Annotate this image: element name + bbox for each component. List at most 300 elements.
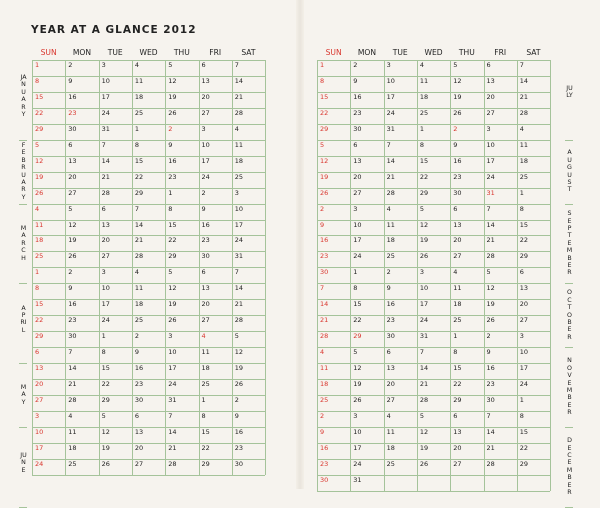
day-cell[interactable]: 25 <box>450 316 483 332</box>
day-cell[interactable]: 17 <box>165 364 198 380</box>
day-cell[interactable]: 19 <box>484 300 517 316</box>
day-cell[interactable]: 23 <box>484 380 517 396</box>
day-cell[interactable]: 24 <box>517 380 550 396</box>
day-cell[interactable]: 30 <box>317 476 350 492</box>
day-cell[interactable]: 27 <box>384 396 417 412</box>
day-cell[interactable]: 28 <box>165 460 198 476</box>
day-cell[interactable] <box>450 476 483 492</box>
day-cell[interactable]: 31 <box>417 332 450 348</box>
day-cell[interactable]: 10 <box>384 77 417 93</box>
day-cell[interactable]: 6 <box>99 205 132 221</box>
day-cell[interactable]: 31 <box>232 252 265 268</box>
day-cell[interactable]: 29 <box>32 125 65 141</box>
day-cell[interactable]: 30 <box>232 460 265 476</box>
day-cell[interactable]: 10 <box>350 428 383 444</box>
day-cell[interactable]: 26 <box>417 252 450 268</box>
day-cell[interactable]: 8 <box>132 141 165 157</box>
day-cell[interactable]: 7 <box>317 284 350 300</box>
day-cell[interactable]: 17 <box>32 444 65 460</box>
day-cell[interactable]: 23 <box>317 252 350 268</box>
day-cell[interactable]: 29 <box>417 189 450 205</box>
day-cell[interactable]: 17 <box>232 221 265 237</box>
day-cell[interactable]: 5 <box>165 268 198 284</box>
day-cell[interactable]: 26 <box>32 189 65 205</box>
day-cell[interactable]: 7 <box>484 205 517 221</box>
day-cell[interactable]: 1 <box>199 396 232 412</box>
day-cell[interactable]: 11 <box>32 221 65 237</box>
day-cell[interactable]: 17 <box>517 364 550 380</box>
day-cell[interactable]: 21 <box>232 300 265 316</box>
day-cell[interactable]: 28 <box>232 316 265 332</box>
day-cell[interactable]: 16 <box>165 157 198 173</box>
day-cell[interactable]: 6 <box>450 205 483 221</box>
day-cell[interactable]: 3 <box>350 412 383 428</box>
day-cell[interactable]: 10 <box>32 428 65 444</box>
day-cell[interactable]: 4 <box>384 205 417 221</box>
day-cell[interactable]: 13 <box>384 364 417 380</box>
day-cell[interactable]: 23 <box>165 173 198 189</box>
day-cell[interactable]: 17 <box>99 300 132 316</box>
day-cell[interactable]: 29 <box>517 460 550 476</box>
day-cell[interactable] <box>484 476 517 492</box>
day-cell[interactable]: 12 <box>450 77 483 93</box>
day-cell[interactable]: 1 <box>32 268 65 284</box>
day-cell[interactable]: 20 <box>32 380 65 396</box>
day-cell[interactable]: 10 <box>517 348 550 364</box>
day-cell[interactable]: 24 <box>384 109 417 125</box>
day-cell[interactable]: 15 <box>350 300 383 316</box>
day-cell[interactable]: 30 <box>132 396 165 412</box>
day-cell[interactable]: 12 <box>165 77 198 93</box>
day-cell[interactable] <box>417 476 450 492</box>
day-cell[interactable]: 27 <box>450 460 483 476</box>
day-cell[interactable]: 14 <box>517 77 550 93</box>
day-cell[interactable]: 28 <box>517 109 550 125</box>
day-cell[interactable]: 18 <box>132 300 165 316</box>
day-cell[interactable]: 23 <box>65 316 98 332</box>
day-cell[interactable]: 19 <box>350 380 383 396</box>
day-cell[interactable]: 31 <box>165 396 198 412</box>
day-cell[interactable]: 14 <box>232 77 265 93</box>
day-cell[interactable]: 7 <box>517 61 550 77</box>
day-cell[interactable]: 19 <box>65 236 98 252</box>
day-cell[interactable]: 15 <box>32 93 65 109</box>
day-cell[interactable]: 6 <box>517 268 550 284</box>
day-cell[interactable]: 25 <box>132 109 165 125</box>
day-cell[interactable]: 18 <box>199 364 232 380</box>
day-cell[interactable]: 29 <box>350 332 383 348</box>
day-cell[interactable]: 22 <box>417 173 450 189</box>
day-cell[interactable]: 12 <box>99 428 132 444</box>
day-cell[interactable]: 4 <box>132 268 165 284</box>
day-cell[interactable]: 28 <box>484 252 517 268</box>
day-cell[interactable]: 29 <box>450 396 483 412</box>
day-cell[interactable]: 21 <box>384 173 417 189</box>
day-cell[interactable]: 15 <box>517 428 550 444</box>
day-cell[interactable]: 20 <box>99 236 132 252</box>
day-cell[interactable]: 9 <box>232 412 265 428</box>
day-cell[interactable]: 14 <box>65 364 98 380</box>
day-cell[interactable]: 22 <box>450 380 483 396</box>
day-cell[interactable]: 3 <box>232 189 265 205</box>
day-cell[interactable]: 27 <box>132 460 165 476</box>
day-cell[interactable]: 19 <box>165 93 198 109</box>
day-cell[interactable]: 15 <box>517 221 550 237</box>
day-cell[interactable]: 10 <box>232 205 265 221</box>
day-cell[interactable]: 12 <box>484 284 517 300</box>
day-cell[interactable]: 5 <box>417 205 450 221</box>
day-cell[interactable]: 12 <box>417 428 450 444</box>
day-cell[interactable]: 2 <box>317 412 350 428</box>
day-cell[interactable]: 25 <box>417 109 450 125</box>
day-cell[interactable]: 27 <box>350 189 383 205</box>
day-cell[interactable]: 27 <box>450 252 483 268</box>
day-cell[interactable]: 26 <box>232 380 265 396</box>
day-cell[interactable]: 16 <box>484 364 517 380</box>
day-cell[interactable]: 25 <box>65 460 98 476</box>
day-cell[interactable]: 18 <box>384 444 417 460</box>
day-cell[interactable]: 30 <box>450 189 483 205</box>
day-cell[interactable]: 23 <box>384 316 417 332</box>
day-cell[interactable]: 1 <box>165 189 198 205</box>
day-cell[interactable]: 13 <box>450 428 483 444</box>
day-cell[interactable]: 6 <box>132 412 165 428</box>
day-cell[interactable]: 23 <box>317 460 350 476</box>
day-cell[interactable]: 8 <box>350 284 383 300</box>
day-cell[interactable]: 11 <box>384 428 417 444</box>
day-cell[interactable]: 2 <box>65 268 98 284</box>
day-cell[interactable]: 30 <box>350 125 383 141</box>
day-cell[interactable]: 22 <box>32 316 65 332</box>
day-cell[interactable]: 12 <box>350 364 383 380</box>
day-cell[interactable]: 12 <box>317 157 350 173</box>
day-cell[interactable]: 29 <box>99 396 132 412</box>
day-cell[interactable]: 1 <box>450 332 483 348</box>
day-cell[interactable]: 4 <box>317 348 350 364</box>
day-cell[interactable]: 1 <box>517 189 550 205</box>
day-cell[interactable]: 14 <box>99 157 132 173</box>
day-cell[interactable]: 16 <box>132 364 165 380</box>
day-cell[interactable]: 26 <box>417 460 450 476</box>
day-cell[interactable]: 4 <box>32 205 65 221</box>
day-cell[interactable]: 31 <box>350 476 383 492</box>
day-cell[interactable]: 18 <box>384 236 417 252</box>
day-cell[interactable]: 29 <box>132 189 165 205</box>
day-cell[interactable]: 8 <box>517 412 550 428</box>
day-cell[interactable]: 3 <box>165 332 198 348</box>
day-cell[interactable]: 24 <box>417 316 450 332</box>
day-cell[interactable]: 16 <box>199 221 232 237</box>
day-cell[interactable]: 25 <box>199 380 232 396</box>
day-cell[interactable]: 11 <box>517 141 550 157</box>
day-cell[interactable]: 9 <box>317 428 350 444</box>
day-cell[interactable]: 2 <box>350 61 383 77</box>
day-cell[interactable]: 22 <box>32 109 65 125</box>
day-cell[interactable]: 8 <box>199 412 232 428</box>
day-cell[interactable]: 15 <box>132 157 165 173</box>
day-cell[interactable]: 11 <box>317 364 350 380</box>
day-cell[interactable]: 20 <box>517 300 550 316</box>
day-cell[interactable]: 7 <box>417 348 450 364</box>
day-cell[interactable]: 25 <box>517 173 550 189</box>
day-cell[interactable]: 22 <box>317 109 350 125</box>
day-cell[interactable]: 19 <box>417 444 450 460</box>
day-cell[interactable]: 23 <box>199 236 232 252</box>
day-cell[interactable]: 12 <box>417 221 450 237</box>
day-cell[interactable]: 6 <box>484 61 517 77</box>
day-cell[interactable]: 28 <box>99 189 132 205</box>
day-cell[interactable]: 12 <box>232 348 265 364</box>
day-cell[interactable]: 13 <box>199 284 232 300</box>
day-cell[interactable]: 26 <box>165 109 198 125</box>
day-cell[interactable]: 1 <box>350 268 383 284</box>
day-cell[interactable]: 2 <box>132 332 165 348</box>
day-cell[interactable]: 30 <box>484 396 517 412</box>
day-cell[interactable]: 3 <box>99 61 132 77</box>
day-cell[interactable]: 15 <box>199 428 232 444</box>
day-cell[interactable]: 11 <box>232 141 265 157</box>
day-cell[interactable]: 5 <box>317 141 350 157</box>
day-cell[interactable]: 22 <box>99 380 132 396</box>
day-cell[interactable]: 5 <box>65 205 98 221</box>
day-cell[interactable]: 13 <box>517 284 550 300</box>
day-cell[interactable]: 21 <box>165 444 198 460</box>
day-cell[interactable]: 2 <box>317 205 350 221</box>
day-cell[interactable]: 27 <box>484 109 517 125</box>
day-cell[interactable]: 9 <box>165 141 198 157</box>
day-cell[interactable]: 11 <box>65 428 98 444</box>
day-cell[interactable]: 21 <box>65 380 98 396</box>
day-cell[interactable]: 14 <box>232 284 265 300</box>
day-cell[interactable]: 3 <box>484 125 517 141</box>
day-cell[interactable]: 18 <box>450 300 483 316</box>
day-cell[interactable]: 19 <box>99 444 132 460</box>
day-cell[interactable]: 21 <box>132 236 165 252</box>
day-cell[interactable]: 26 <box>65 252 98 268</box>
day-cell[interactable]: 28 <box>484 460 517 476</box>
day-cell[interactable]: 3 <box>99 268 132 284</box>
day-cell[interactable]: 7 <box>65 348 98 364</box>
day-cell[interactable]: 26 <box>450 109 483 125</box>
day-cell[interactable]: 3 <box>517 332 550 348</box>
day-cell[interactable]: 28 <box>65 396 98 412</box>
day-cell[interactable]: 7 <box>384 141 417 157</box>
day-cell[interactable]: 3 <box>32 412 65 428</box>
day-cell[interactable]: 10 <box>417 284 450 300</box>
day-cell[interactable]: 29 <box>317 125 350 141</box>
day-cell[interactable]: 27 <box>32 396 65 412</box>
day-cell[interactable]: 25 <box>384 252 417 268</box>
day-cell[interactable]: 26 <box>484 316 517 332</box>
day-cell[interactable]: 31 <box>384 125 417 141</box>
day-cell[interactable]: 13 <box>450 221 483 237</box>
day-cell[interactable]: 23 <box>232 444 265 460</box>
day-cell[interactable]: 25 <box>232 173 265 189</box>
day-cell[interactable]: 21 <box>484 236 517 252</box>
day-cell[interactable]: 30 <box>65 332 98 348</box>
day-cell[interactable]: 28 <box>232 109 265 125</box>
day-cell[interactable]: 8 <box>517 205 550 221</box>
day-cell[interactable]: 24 <box>32 460 65 476</box>
day-cell[interactable]: 18 <box>32 236 65 252</box>
day-cell[interactable]: 29 <box>517 252 550 268</box>
day-cell[interactable] <box>384 476 417 492</box>
day-cell[interactable]: 11 <box>384 221 417 237</box>
day-cell[interactable]: 20 <box>450 444 483 460</box>
day-cell[interactable]: 2 <box>450 125 483 141</box>
day-cell[interactable]: 25 <box>32 252 65 268</box>
day-cell[interactable]: 8 <box>32 77 65 93</box>
day-cell[interactable]: 7 <box>484 412 517 428</box>
day-cell[interactable]: 21 <box>99 173 132 189</box>
day-cell[interactable]: 4 <box>450 268 483 284</box>
day-cell[interactable]: 16 <box>232 428 265 444</box>
day-cell[interactable]: 6 <box>350 141 383 157</box>
day-cell[interactable]: 18 <box>517 157 550 173</box>
day-cell[interactable]: 21 <box>517 93 550 109</box>
day-cell[interactable]: 9 <box>384 284 417 300</box>
day-cell[interactable]: 11 <box>132 284 165 300</box>
day-cell[interactable]: 6 <box>384 348 417 364</box>
day-cell[interactable]: 6 <box>199 61 232 77</box>
day-cell[interactable]: 9 <box>484 348 517 364</box>
day-cell[interactable]: 24 <box>99 316 132 332</box>
day-cell[interactable]: 5 <box>450 61 483 77</box>
day-cell[interactable]: 1 <box>99 332 132 348</box>
day-cell[interactable]: 4 <box>417 61 450 77</box>
day-cell[interactable]: 18 <box>65 444 98 460</box>
day-cell[interactable]: 24 <box>232 236 265 252</box>
day-cell[interactable]: 4 <box>232 125 265 141</box>
day-cell[interactable]: 14 <box>165 428 198 444</box>
day-cell[interactable]: 15 <box>165 221 198 237</box>
day-cell[interactable]: 17 <box>350 444 383 460</box>
day-cell[interactable]: 2 <box>484 332 517 348</box>
day-cell[interactable]: 9 <box>199 205 232 221</box>
day-cell[interactable]: 17 <box>384 93 417 109</box>
day-cell[interactable]: 12 <box>32 157 65 173</box>
day-cell[interactable]: 9 <box>132 348 165 364</box>
day-cell[interactable]: 14 <box>384 157 417 173</box>
day-cell[interactable]: 20 <box>384 380 417 396</box>
day-cell[interactable]: 13 <box>32 364 65 380</box>
day-cell[interactable]: 16 <box>65 93 98 109</box>
day-cell[interactable]: 4 <box>199 332 232 348</box>
day-cell[interactable]: 27 <box>199 109 232 125</box>
day-cell[interactable]: 24 <box>350 460 383 476</box>
day-cell[interactable]: 5 <box>417 412 450 428</box>
day-cell[interactable]: 5 <box>99 412 132 428</box>
day-cell[interactable]: 27 <box>517 316 550 332</box>
day-cell[interactable]: 12 <box>165 284 198 300</box>
day-cell[interactable]: 14 <box>132 221 165 237</box>
day-cell[interactable]: 17 <box>350 236 383 252</box>
day-cell[interactable]: 4 <box>517 125 550 141</box>
day-cell[interactable]: 5 <box>232 332 265 348</box>
day-cell[interactable]: 13 <box>132 428 165 444</box>
day-cell[interactable]: 16 <box>450 157 483 173</box>
day-cell[interactable]: 20 <box>199 93 232 109</box>
day-cell[interactable]: 24 <box>484 173 517 189</box>
day-cell[interactable]: 19 <box>317 173 350 189</box>
day-cell[interactable]: 11 <box>417 77 450 93</box>
day-cell[interactable]: 19 <box>32 173 65 189</box>
day-cell[interactable]: 27 <box>99 252 132 268</box>
day-cell[interactable] <box>517 476 550 492</box>
day-cell[interactable]: 8 <box>165 205 198 221</box>
day-cell[interactable]: 10 <box>99 77 132 93</box>
day-cell[interactable]: 6 <box>65 141 98 157</box>
day-cell[interactable]: 22 <box>199 444 232 460</box>
day-cell[interactable]: 10 <box>350 221 383 237</box>
day-cell[interactable]: 30 <box>199 252 232 268</box>
day-cell[interactable]: 24 <box>199 173 232 189</box>
day-cell[interactable]: 14 <box>484 221 517 237</box>
day-cell[interactable]: 16 <box>317 236 350 252</box>
day-cell[interactable]: 17 <box>484 157 517 173</box>
day-cell[interactable]: 30 <box>384 332 417 348</box>
day-cell[interactable]: 13 <box>350 157 383 173</box>
day-cell[interactable]: 27 <box>199 316 232 332</box>
day-cell[interactable]: 5 <box>165 61 198 77</box>
day-cell[interactable]: 21 <box>232 93 265 109</box>
day-cell[interactable]: 21 <box>484 444 517 460</box>
day-cell[interactable]: 22 <box>517 444 550 460</box>
day-cell[interactable]: 20 <box>450 236 483 252</box>
day-cell[interactable]: 8 <box>32 284 65 300</box>
day-cell[interactable]: 25 <box>132 316 165 332</box>
day-cell[interactable]: 8 <box>99 348 132 364</box>
day-cell[interactable]: 9 <box>65 77 98 93</box>
day-cell[interactable]: 23 <box>350 109 383 125</box>
day-cell[interactable]: 9 <box>317 221 350 237</box>
day-cell[interactable]: 4 <box>384 412 417 428</box>
day-cell[interactable]: 7 <box>165 412 198 428</box>
day-cell[interactable]: 19 <box>417 236 450 252</box>
day-cell[interactable]: 16 <box>65 300 98 316</box>
day-cell[interactable]: 11 <box>450 284 483 300</box>
day-cell[interactable]: 28 <box>132 252 165 268</box>
day-cell[interactable]: 2 <box>199 189 232 205</box>
day-cell[interactable]: 18 <box>232 157 265 173</box>
day-cell[interactable]: 11 <box>132 77 165 93</box>
day-cell[interactable]: 29 <box>199 460 232 476</box>
day-cell[interactable]: 17 <box>417 300 450 316</box>
day-cell[interactable]: 14 <box>417 364 450 380</box>
day-cell[interactable]: 19 <box>165 300 198 316</box>
day-cell[interactable]: 10 <box>165 348 198 364</box>
day-cell[interactable]: 28 <box>317 332 350 348</box>
day-cell[interactable]: 23 <box>65 109 98 125</box>
day-cell[interactable]: 1 <box>32 61 65 77</box>
day-cell[interactable]: 13 <box>484 77 517 93</box>
day-cell[interactable]: 22 <box>165 236 198 252</box>
day-cell[interactable]: 20 <box>199 300 232 316</box>
day-cell[interactable]: 30 <box>65 125 98 141</box>
day-cell[interactable]: 26 <box>99 460 132 476</box>
day-cell[interactable]: 1 <box>317 61 350 77</box>
day-cell[interactable]: 5 <box>32 141 65 157</box>
day-cell[interactable]: 4 <box>132 61 165 77</box>
day-cell[interactable]: 13 <box>99 221 132 237</box>
day-cell[interactable]: 20 <box>65 173 98 189</box>
day-cell[interactable]: 7 <box>99 141 132 157</box>
day-cell[interactable]: 17 <box>199 157 232 173</box>
day-cell[interactable]: 15 <box>32 300 65 316</box>
day-cell[interactable]: 20 <box>350 173 383 189</box>
day-cell[interactable]: 8 <box>317 77 350 93</box>
day-cell[interactable]: 10 <box>99 284 132 300</box>
